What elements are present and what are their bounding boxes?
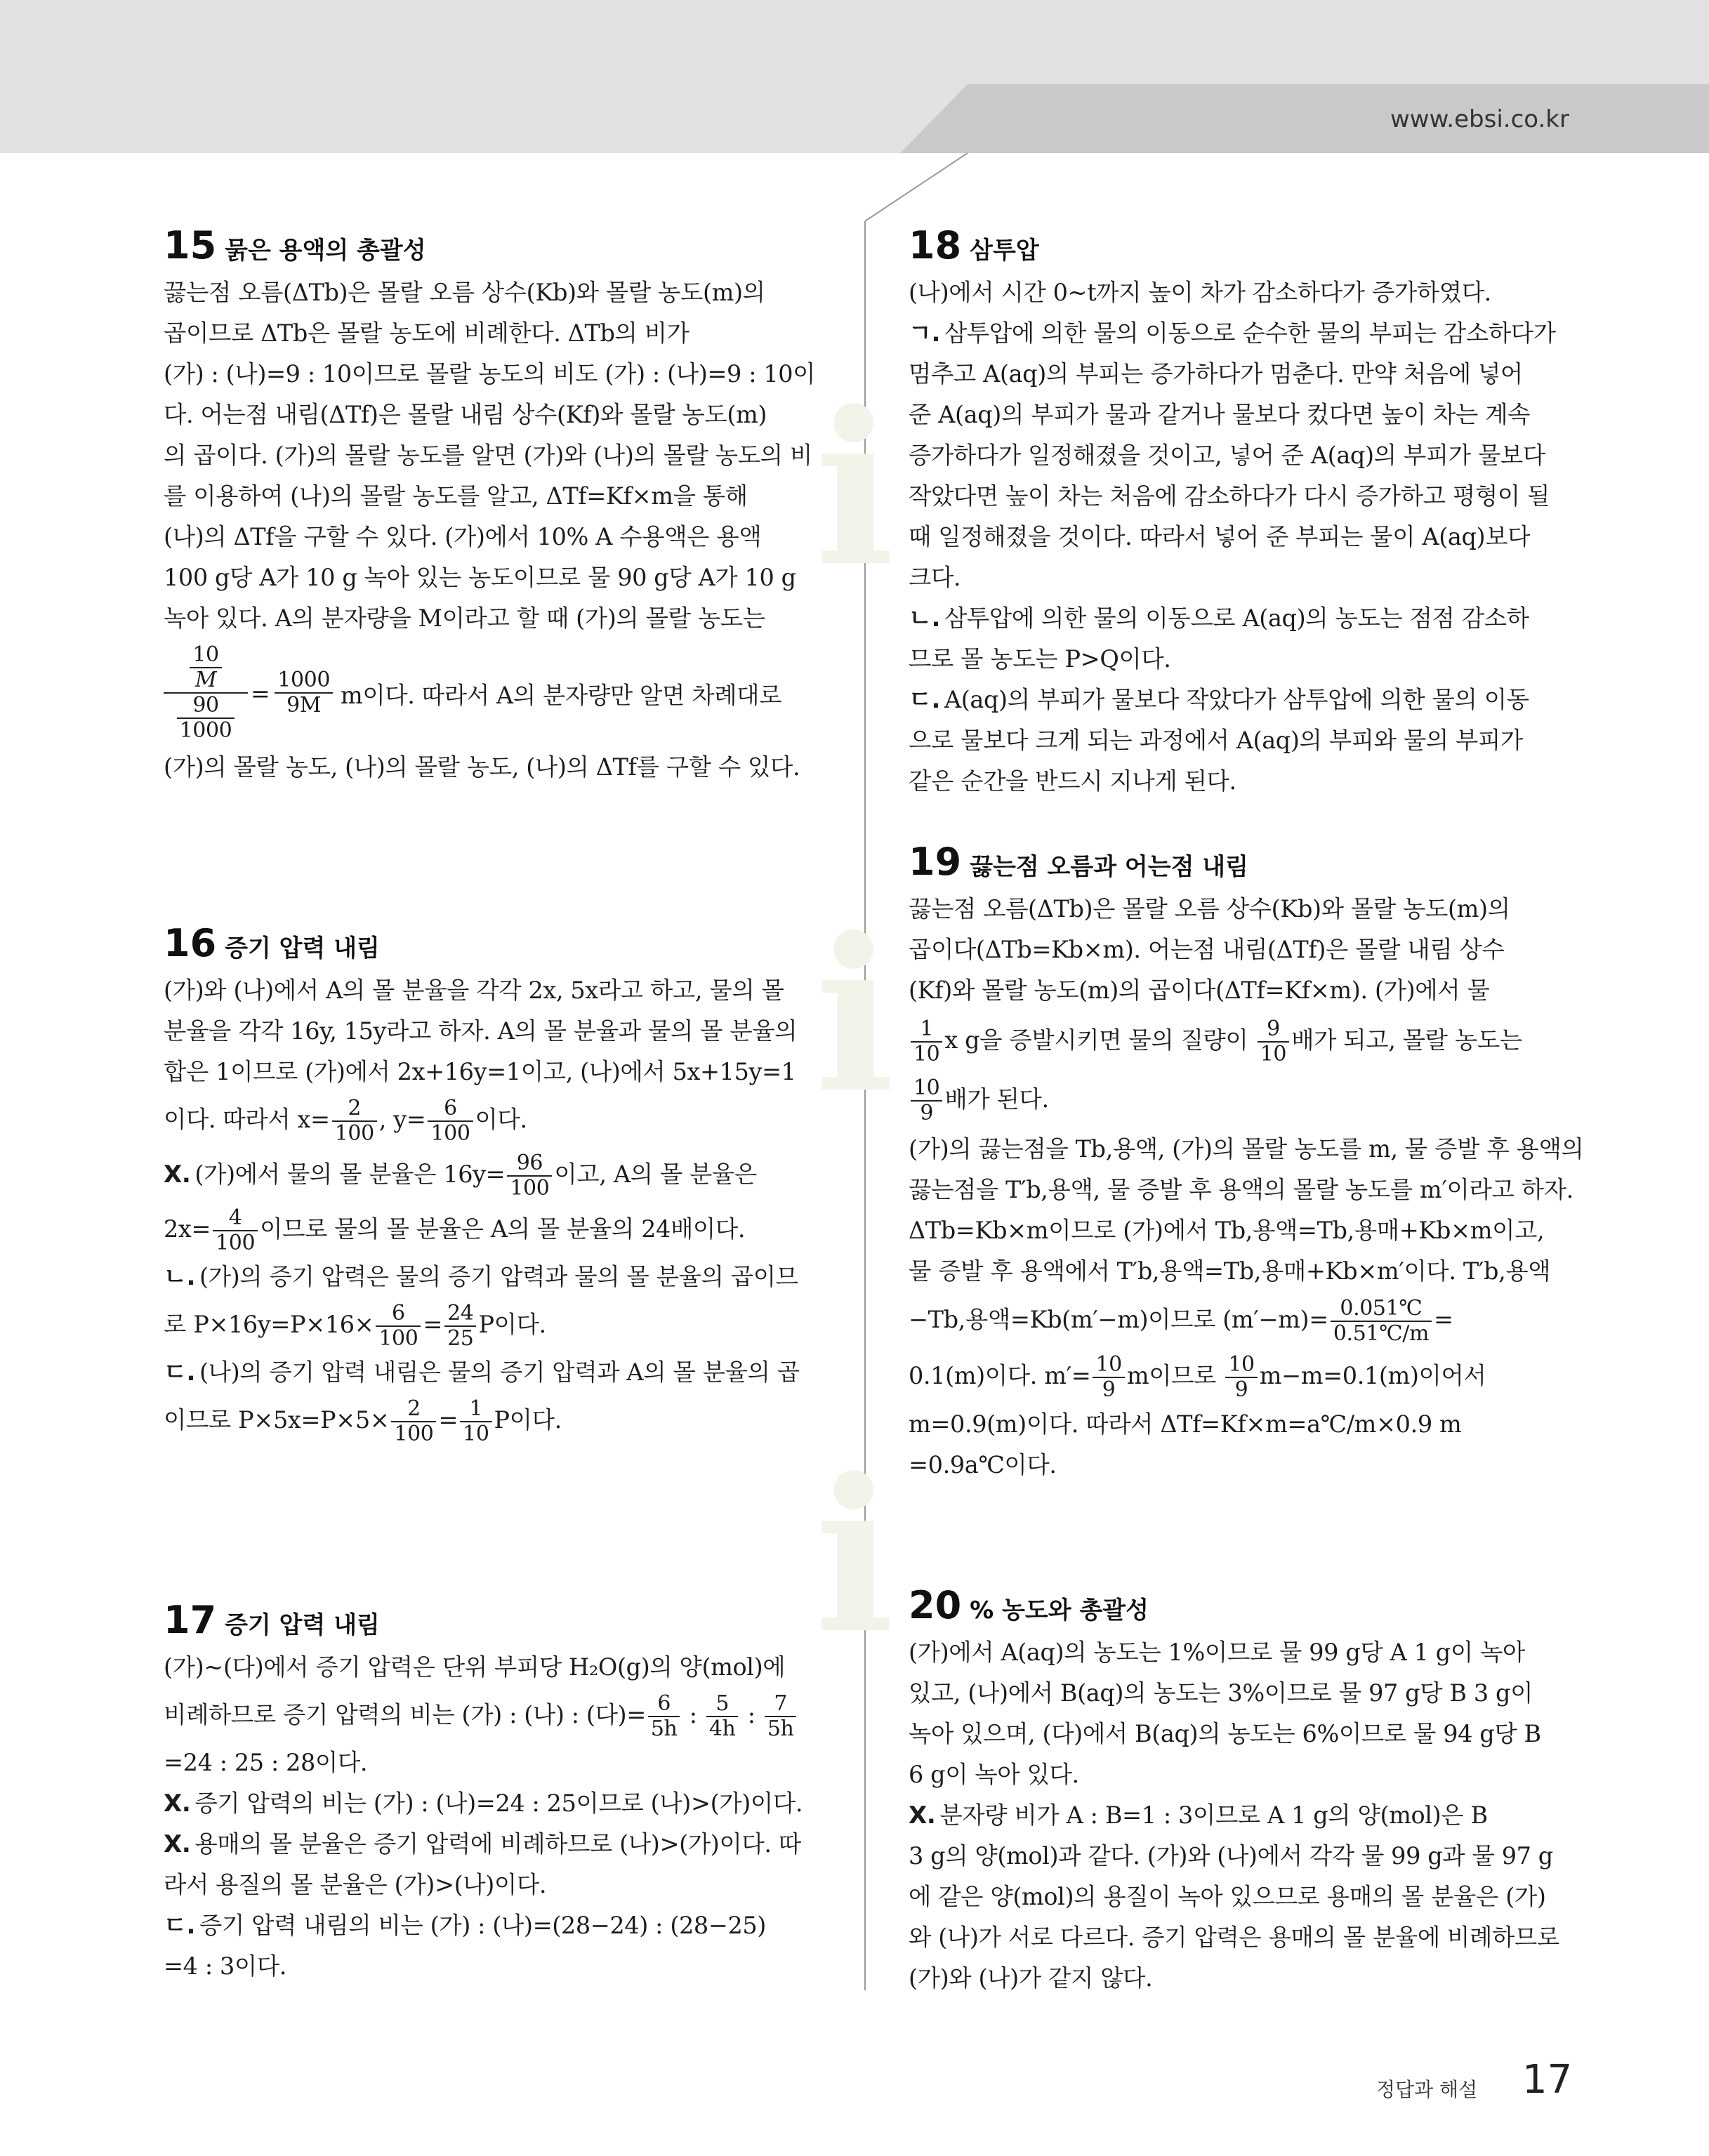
text-run: m−m=0.1(m)이어서 <box>1259 1362 1486 1389</box>
section-heading <box>909 1583 1573 1632</box>
answer-mark: ㄷ. <box>909 686 940 714</box>
text-line: (가)~(다)에서 증기 압력은 단위 부피당 H₂O(g)의 양(mol)에 <box>164 1653 786 1681</box>
text-line <box>164 1393 828 1448</box>
fraction-denominator: 9 <box>1234 1377 1248 1402</box>
section-title: 끓는점 오름과 어는점 내림 <box>970 853 1248 881</box>
text-run: 배가 된다. <box>944 1085 1049 1113</box>
fraction-numerator <box>164 643 248 694</box>
text-line <box>909 598 1573 639</box>
section-16 <box>164 921 828 1448</box>
text-run: (가)에서 물의 몰 분율은 16y= <box>194 1160 506 1188</box>
fraction-denominator: 0.51℃/m <box>1333 1321 1429 1346</box>
text-run: 이고, A의 몰 분율은 <box>554 1160 757 1188</box>
compound-fraction-line <box>164 643 828 743</box>
inner-fraction <box>190 643 221 692</box>
text-line: 준 A(aq)의 부피가 물과 같거나 물보다 컸다면 높이 차는 계속 <box>909 401 1531 428</box>
text-line <box>164 1202 828 1257</box>
fraction-denominator <box>164 694 248 743</box>
fraction <box>507 1151 552 1201</box>
text-line: 끓는점 오름(ΔTb)은 몰랄 오름 상수(Kb)와 몰랄 농도(m)의 <box>164 279 765 306</box>
text-run: 비례하므로 증기 압력의 비는 (가) : (나) : (다)= <box>164 1701 646 1728</box>
text-line <box>909 1292 1573 1348</box>
wrong-mark: X. <box>164 1160 191 1189</box>
text-line: (가)와 (나)에서 A의 몰 분율을 각각 2x, 5x라고 하고, 물의 몰 <box>164 977 784 1004</box>
fraction <box>765 1692 797 1741</box>
text-line: 물 증발 후 용액에서 T′b,용액=Tb,용매+Kb×m′이다. T′b,용액 <box>909 1257 1551 1285</box>
text-line: 녹아 있다. A의 분자량을 M이라고 할 때 (가)의 몰랄 농도는 <box>164 604 765 632</box>
text-line: 같은 순간을 반드시 지나게 된다. <box>909 767 1236 795</box>
section-18 <box>909 223 1573 802</box>
text-line <box>164 1352 828 1393</box>
fraction-numerator: 2 <box>332 1097 377 1122</box>
fraction <box>332 1097 377 1146</box>
fraction-denominator: 25 <box>447 1326 474 1351</box>
text-run: x g을 증발시키면 물의 질량이 <box>944 1026 1255 1054</box>
fraction-numerator: 10 <box>1225 1353 1257 1378</box>
text-run: 분자량 비가 A : B=1 : 3이므로 A 1 g의 양(mol)은 B <box>939 1801 1488 1829</box>
section-number: 17 <box>164 1598 217 1642</box>
text-line: 분율을 각각 16y, 15y라고 하자. A의 몰 분율과 물의 몰 분율의 <box>164 1017 798 1045</box>
text-run: 2x= <box>164 1215 211 1243</box>
fraction-denominator: 100 <box>394 1422 434 1446</box>
section-title: 증기 압력 내림 <box>225 1611 380 1639</box>
compound-fraction <box>164 643 248 743</box>
answer-mark: ㄷ. <box>164 1912 195 1940</box>
section-heading <box>164 223 828 272</box>
text-line <box>164 1688 828 1742</box>
watermark-glyph: i <box>814 892 895 1139</box>
text-line: 끓는점 오름(ΔTb)은 몰랄 오름 상수(Kb)와 몰랄 농도(m)의 <box>909 895 1510 922</box>
text-run: = <box>438 1406 458 1434</box>
text-line <box>164 1297 828 1352</box>
fraction <box>706 1692 739 1741</box>
site-url: www.ebsi.co.kr <box>1390 105 1569 133</box>
fraction-numerator: 0.051℃ <box>1331 1297 1432 1322</box>
text-run: 증기 압력 내림의 비는 (가) : (나)=(28−24) : (28−25) <box>199 1912 766 1939</box>
text-line <box>164 1824 828 1865</box>
fraction <box>648 1692 680 1741</box>
text-line: (가)에서 A(aq)의 농도는 1%이므로 물 99 g당 A 1 g이 녹아 <box>909 1639 1525 1666</box>
text-run: 로 P×16y=P×16× <box>164 1311 374 1338</box>
text-line: (가)의 몰랄 농도, (나)의 몰랄 농도, (나)의 ΔTf를 구할 수 있다. <box>164 753 800 781</box>
fraction <box>275 668 333 717</box>
text-line: 크다. <box>909 564 961 591</box>
fraction <box>911 1017 942 1066</box>
fraction-numerator: 9 <box>1258 1017 1289 1043</box>
fraction-numerator: 24 <box>444 1302 476 1327</box>
text-line: (나)에서 시간 0~t까지 높이 차가 감소하다가 증가하였다. <box>909 279 1491 306</box>
text-line: 다. 어는점 내림(ΔTf)은 몰랄 내림 상수(Kf)와 몰랄 농도(m) <box>164 401 767 428</box>
section-heading <box>164 1598 828 1647</box>
fraction-denominator: 100 <box>430 1121 470 1146</box>
text-line <box>164 1905 828 1946</box>
fraction-numerator: 2 <box>391 1397 436 1422</box>
text-line: 합은 1이므로 (가)에서 2x+16y=1이고, (나)에서 5x+15y=1 <box>164 1058 796 1085</box>
fraction-numerator: 90 <box>177 694 235 719</box>
text-line <box>909 1011 1573 1070</box>
section-number: 19 <box>909 840 962 884</box>
text-line: 으로 물보다 크게 되는 과정에서 A(aq)의 부피와 물의 부피가 <box>909 727 1523 754</box>
text-run: P이다. <box>494 1406 562 1434</box>
text-line: m=0.9(m)이다. 따라서 ΔTf=Kf×m=a℃/m×0.9 m <box>909 1410 1462 1438</box>
ratio-colon: : <box>682 1701 704 1728</box>
text-line: 작았다면 높이 차는 처음에 감소하다가 다시 증가하고 평형이 될 <box>909 482 1550 510</box>
fraction <box>1093 1353 1124 1402</box>
fraction-numerator: 6 <box>428 1097 473 1122</box>
text-run: P이다. <box>478 1311 546 1338</box>
text-line: (가) : (나)=9 : 10이므로 몰랄 농도의 비도 (가) : (나)=9 : 10이 <box>164 360 816 388</box>
section-title: % 농도와 총괄성 <box>970 1596 1149 1625</box>
section-19 <box>909 840 1584 1486</box>
text-run: m이다. 따라서 A의 분자량만 알면 차례대로 <box>341 681 782 709</box>
text-line: 라서 용질의 몰 분율은 (가)>(나)이다. <box>164 1871 547 1898</box>
text-line: 곱이므로 ΔTb은 몰랄 농도에 비례한다. ΔTb의 비가 <box>164 319 689 347</box>
text-run: (가)의 증기 압력은 물의 증기 압력과 물의 몰 분율의 곱이므 <box>199 1263 798 1290</box>
text-line: 므로 몰 농도는 P>Q이다. <box>909 645 1171 673</box>
fraction-numerator: 6 <box>376 1302 421 1327</box>
fraction-denominator: 100 <box>378 1326 418 1351</box>
text-run: , y= <box>378 1106 426 1133</box>
fraction <box>460 1397 491 1446</box>
section-number: 15 <box>164 223 217 267</box>
fraction-denominator: 100 <box>334 1121 374 1146</box>
text-run: 이므로 P×5x=P×5× <box>164 1406 390 1434</box>
fraction-denominator: 9 <box>920 1101 934 1125</box>
fraction-denominator: 9 <box>1102 1377 1116 1402</box>
text-line: 에 같은 양(mol)의 용질이 녹아 있으므로 용매의 몰 분율은 (가) <box>909 1883 1546 1910</box>
section-heading <box>909 840 1573 889</box>
ratio-colon: : <box>740 1701 763 1728</box>
section-title: 묽은 용액의 총괄성 <box>225 237 426 265</box>
fraction-denominator: M <box>194 668 217 692</box>
text-line <box>164 1092 828 1147</box>
text-run: 삼투압에 의한 물의 이동으로 A(aq)의 농도는 점점 감소하 <box>944 604 1529 632</box>
text-line: 있고, (나)에서 B(aq)의 농도는 3%이므로 물 97 g당 B 3 g이 <box>909 1679 1533 1707</box>
wrong-mark: X. <box>164 1830 191 1858</box>
answer-mark: ㄴ. <box>164 1263 195 1291</box>
fraction <box>1225 1353 1257 1402</box>
text-line <box>164 1783 828 1824</box>
text-run: 배가 되고, 몰랄 농도는 <box>1291 1026 1522 1054</box>
text-line <box>164 1147 828 1202</box>
text-line: 끓는점을 T′b,용액, 물 증발 후 용액의 몰랄 농도를 m′이라고 하자. <box>909 1176 1573 1203</box>
text-run: 증기 압력의 비는 (가) : (나)=24 : 25이므로 (나)>(가)이다. <box>194 1790 803 1817</box>
text-line <box>909 680 1573 720</box>
text-run: 용매의 몰 분율은 증기 압력에 비례하므로 (나)>(가)이다. 따 <box>194 1830 801 1858</box>
fraction-denominator: 4h <box>708 1717 736 1741</box>
text-run: 이다. <box>475 1106 527 1133</box>
text-run: A(aq)의 부피가 물보다 작았다가 삼투압에 의한 물의 이동 <box>944 686 1529 713</box>
text-run: = <box>1434 1306 1453 1333</box>
text-line: (Kf)와 몰랄 농도(m)의 곱이다(ΔTf=Kf×m). (가)에서 물 <box>909 977 1490 1004</box>
section-heading <box>164 921 828 970</box>
text-line <box>909 1348 1573 1404</box>
fraction-numerator: 1 <box>911 1017 942 1043</box>
answer-mark: ㄴ. <box>909 604 940 633</box>
fraction-denominator: 100 <box>216 1231 256 1255</box>
text-line: 녹아 있으며, (다)에서 B(aq)의 농도는 6%이므로 물 94 g당 B <box>909 1720 1541 1747</box>
fraction-numerator: 5 <box>706 1692 739 1717</box>
fraction <box>428 1097 473 1146</box>
text-line <box>909 313 1573 354</box>
text-line: (가)의 끓는점을 Tb,용액, (가)의 몰랄 농도를 m, 물 증발 후 용액의 <box>909 1135 1584 1163</box>
fraction <box>1331 1297 1432 1346</box>
fraction <box>376 1302 421 1351</box>
text-line: =0.9a℃이다. <box>909 1451 1057 1479</box>
section-17 <box>164 1598 828 1987</box>
text-run: 0.1(m)이다. m′= <box>909 1362 1091 1389</box>
fraction-numerator: 96 <box>507 1151 552 1177</box>
fraction <box>391 1397 436 1446</box>
fraction-numerator: 1 <box>460 1397 491 1422</box>
text-line <box>164 1257 828 1297</box>
text-line: 3 g의 양(mol)과 같다. (가)와 (나)에서 각각 물 99 g과 물 97 g <box>909 1842 1553 1870</box>
section-title: 증기 압력 내림 <box>225 934 380 963</box>
wrong-mark: X. <box>164 1790 191 1818</box>
fraction-denominator: 100 <box>510 1176 550 1201</box>
text-run: 이므로 물의 몰 분율은 A의 몰 분율의 24배이다. <box>260 1215 746 1243</box>
text-line: 때 일정해졌을 것이다. 따라서 넣어 준 부피는 물이 A(aq)보다 <box>909 523 1531 550</box>
text-line: 곱이다(ΔTb=Kb×m). 어는점 내림(ΔTf)은 몰랄 내림 상수 <box>909 936 1505 963</box>
fraction-denominator: 9M <box>286 693 322 717</box>
fraction-numerator: 1000 <box>275 668 333 694</box>
text-run: = <box>423 1311 443 1338</box>
fraction-numerator: 10 <box>190 643 221 668</box>
text-line: 100 g당 A가 10 g 녹아 있는 농도이므로 물 90 g당 A가 10 g <box>164 564 796 591</box>
fraction <box>911 1076 942 1125</box>
text-run: m이므로 <box>1126 1362 1224 1389</box>
section-title: 삼투압 <box>970 237 1039 265</box>
text-run: −Tb,용액=Kb(m′−m)이므로 (m′−m)= <box>909 1306 1328 1333</box>
fraction-denominator: 10 <box>913 1042 940 1066</box>
text-line <box>909 1070 1573 1129</box>
section-heading <box>909 223 1573 272</box>
watermark-glyph: i <box>814 1432 895 1680</box>
fraction <box>213 1206 258 1255</box>
text-line: =24 : 25 : 28이다. <box>164 1749 368 1776</box>
section-20 <box>909 1583 1573 1999</box>
text-line: 6 g이 녹아 있다. <box>909 1761 1079 1788</box>
text-run: 삼투압에 의한 물의 이동으로 순수한 물의 부피는 감소하다가 <box>944 319 1556 347</box>
page-number: 17 <box>1522 2057 1573 2103</box>
section-number: 18 <box>909 223 962 267</box>
text-run: 이다. 따라서 x= <box>164 1106 330 1133</box>
fraction <box>444 1302 476 1351</box>
text-line <box>909 1795 1573 1836</box>
watermark-glyph: i <box>814 365 895 613</box>
text-line: 와 (나)가 서로 다르다. 증기 압력은 용매의 몰 분율에 비례하므로 <box>909 1924 1559 1951</box>
text-line: ΔTb=Kb×m이므로 (가)에서 Tb,용액=Tb,용매+Kb×m이고, <box>909 1217 1545 1244</box>
wrong-mark: X. <box>909 1801 936 1830</box>
text-line: =4 : 3이다. <box>164 1952 287 1980</box>
fraction-numerator: 6 <box>648 1692 680 1717</box>
text-line: 의 곱이다. (가)의 몰랄 농도를 알면 (가)와 (나)의 몰랄 농도의 비 <box>164 442 812 469</box>
section-15 <box>164 223 828 788</box>
header-tab <box>900 84 1709 153</box>
fraction <box>1258 1017 1289 1066</box>
section-number: 16 <box>164 921 217 965</box>
fraction-denominator: 10 <box>1260 1042 1287 1066</box>
text-run: (나)의 증기 압력 내림은 물의 증기 압력과 A의 몰 분율의 곱 <box>199 1358 800 1386</box>
text-line: 를 이용하여 (나)의 몰랄 농도를 알고, ΔTf=Kf×m을 통해 <box>164 482 748 510</box>
fraction-numerator: 10 <box>1093 1353 1124 1378</box>
inner-fraction <box>177 694 235 743</box>
text-line: (가)와 (나)가 같지 않다. <box>909 1964 1153 1992</box>
equals-sign: = <box>251 679 270 707</box>
fraction-numerator: 7 <box>765 1692 797 1717</box>
answer-mark: ㄱ. <box>909 319 940 348</box>
footer-label: 정답과 해설 <box>1376 2078 1478 2101</box>
text-line: 멈추고 A(aq)의 부피는 증가하다가 멈춘다. 만약 처음에 넣어 <box>909 360 1523 388</box>
text-line: 증가하다가 일정해졌을 것이고, 넣어 준 A(aq)의 부피가 물보다 <box>909 442 1545 469</box>
fraction-denominator: 1000 <box>179 718 232 743</box>
answer-mark: ㄷ. <box>164 1358 195 1387</box>
fraction-numerator: 10 <box>911 1076 942 1102</box>
fraction-denominator: 10 <box>463 1422 489 1446</box>
text-line: (나)의 ΔTf을 구할 수 있다. (가)에서 10% A 수용액은 용액 <box>164 523 762 550</box>
fraction-denominator: 5h <box>650 1717 678 1741</box>
fraction-numerator: 4 <box>213 1206 258 1231</box>
section-number: 20 <box>909 1583 962 1627</box>
fraction-denominator: 5h <box>767 1717 794 1741</box>
